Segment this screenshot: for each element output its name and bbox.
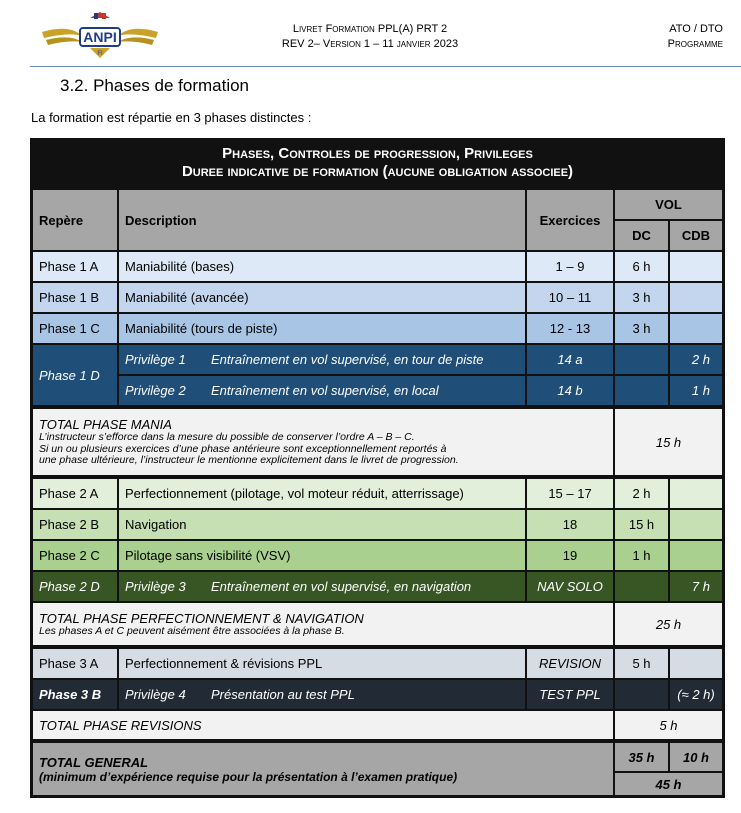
table-cell: Perfectionnement & révisions PPL (119, 649, 525, 678)
table-cell: Phase 1 B (33, 283, 117, 312)
table-cell: Phase 1 D (33, 345, 117, 405)
doc-title: Livret Formation PPL(A) PRT 2 (292, 23, 448, 35)
table-cell: Navigation (119, 510, 525, 539)
table-cell (615, 345, 668, 374)
total-general-value: 45 h (615, 773, 722, 795)
total-phase-mania: TOTAL PHASE MANIA L’instructeur s’efforce dans la mesure du possible de conserver l’ordre A – B – C. Si un ou plusieurs exercices d’une phase antérieure sont exceptionnellement reportés à une phase ultérieure, l’instructeur le mentionne explicitement dans le livret de progression. (33, 409, 613, 475)
table-cell (670, 314, 722, 343)
ato-dto: ATO / DTO (669, 23, 723, 35)
privilege-cell: Privilège 3 Entraînement en vol supervisé, en navigation (119, 572, 525, 601)
page-header (0, 0, 741, 68)
table-cell: 6 h (615, 252, 668, 281)
table-cell: 1 h (670, 376, 722, 405)
table-cell (670, 283, 722, 312)
table-cell: 3 h (615, 314, 668, 343)
col-description: Description (119, 190, 525, 250)
table-cell (670, 649, 722, 678)
table-cell: 19 (527, 541, 613, 570)
total-phase-revisions: TOTAL PHASE REVISIONS (33, 711, 613, 739)
doc-revision: REV 2– Version 1 – 11 janvier 2023 (281, 38, 459, 50)
col-cdb: CDB (670, 221, 722, 250)
table-cell: 14 a (527, 345, 613, 374)
intro-text: La formation est répartie en 3 phases distinctes : (31, 110, 312, 125)
header-divider (30, 66, 741, 67)
table-cell: (≈ 2 h) (670, 680, 722, 709)
table-cell: Phase 2 D (33, 572, 117, 601)
section-title: 3.2. Phases de formation (60, 76, 250, 95)
col-exercices: Exercices (527, 190, 613, 250)
table-cell: 2 h (615, 479, 668, 508)
table-cell: TEST PPL (527, 680, 613, 709)
document-reference (255, 22, 485, 52)
privilege-cell: Privilège 4 Présentation au test PPL (119, 680, 525, 709)
total-value: 15 h (615, 409, 722, 475)
table-cell: Phase 3 A (33, 649, 117, 678)
table-cell (615, 680, 668, 709)
programme-label: Programme (667, 38, 723, 50)
table-cell: 5 h (615, 649, 668, 678)
table-cell (670, 541, 722, 570)
table-cell: 2 h (670, 345, 722, 374)
table-cell: Phase 2 A (33, 479, 117, 508)
col-vol: VOL (615, 190, 722, 219)
table-cell: 18 (527, 510, 613, 539)
table-cell: 10 – 11 (527, 283, 613, 312)
table-cell: 12 - 13 (527, 314, 613, 343)
table-cell: Phase 2 B (33, 510, 117, 539)
table-cell: Pilotage sans visibilité (VSV) (119, 541, 525, 570)
svg-text:ANPI: ANPI (83, 29, 117, 45)
table-cell: 3 h (615, 283, 668, 312)
table-title: Phases, Controles de progression, Privileges Duree indicative de formation (aucune obligation associee) (30, 138, 725, 188)
total-value: 25 h (615, 603, 722, 645)
table-cell: 1 – 9 (527, 252, 613, 281)
table-cell: 15 h (615, 510, 668, 539)
table-cell (670, 510, 722, 539)
phases-table (30, 138, 725, 798)
table-cell: 15 – 17 (527, 479, 613, 508)
table-cell (670, 479, 722, 508)
table-cell: Maniabilité (tours de piste) (119, 314, 525, 343)
table-cell: 7 h (670, 572, 722, 601)
total-value: 5 h (615, 711, 722, 739)
total-general: TOTAL GENERAL (minimum d’expérience requise pour la présentation à l’examen pratique) (33, 743, 613, 795)
total-dc: 35 h (615, 743, 668, 771)
table-cell: 1 h (615, 541, 668, 570)
privilege-cell: Privilège 2 Entraînement en vol supervisé, en local (119, 376, 525, 405)
table-cell: Phase 1 A (33, 252, 117, 281)
table-cell: Perfectionnement (pilotage, vol moteur réduit, atterrissage) (119, 479, 525, 508)
table-cell: Phase 1 C (33, 314, 117, 343)
table-cell: 14 b (527, 376, 613, 405)
col-dc: DC (615, 221, 668, 250)
svg-text:FI: FI (97, 51, 103, 57)
table-cell: Maniabilité (avancée) (119, 283, 525, 312)
total-cdb: 10 h (670, 743, 722, 771)
table-cell: REVISION (527, 649, 613, 678)
total-phase-perfectionnement: TOTAL PHASE PERFECTIONNEMENT & NAVIGATION Les phases A et C peuvent aisément être associées à la phase B. (33, 603, 613, 645)
table-cell (615, 572, 668, 601)
col-repere: Repère (33, 190, 117, 250)
table-cell: Maniabilité (bases) (119, 252, 525, 281)
table-cell (670, 252, 722, 281)
table-cell (615, 376, 668, 405)
table-cell: NAV SOLO (527, 572, 613, 601)
table-cell: Phase 3 B (33, 680, 117, 709)
table-cell: Phase 2 C (33, 541, 117, 570)
privilege-cell: Privilège 1 Entraînement en vol supervisé, en tour de piste (119, 345, 525, 374)
header-right (668, 22, 723, 52)
anpi-logo (40, 10, 160, 62)
